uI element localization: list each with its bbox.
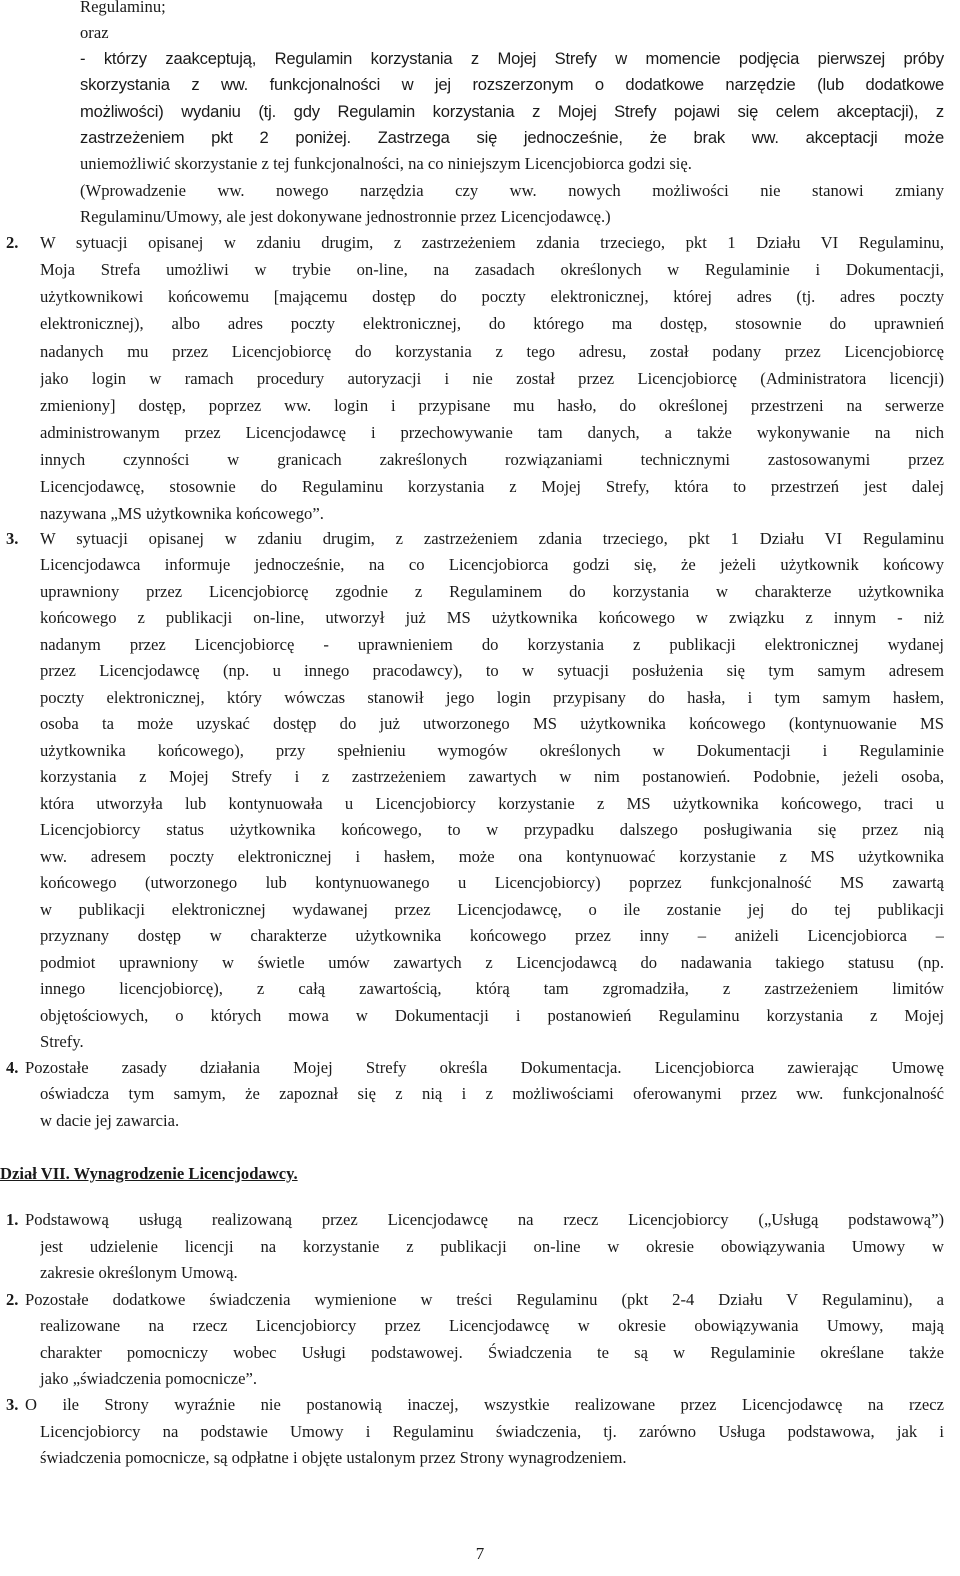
point-line: przyznany dostęp w charakterze użytkownika końcowego przez inny – aniżeli Licencjobiorca – — [40, 926, 944, 945]
point-line: elektronicznej), albo adres poczty elektronicznej, do którego ma dostęp, stosownie do uprawnień — [40, 314, 944, 333]
point-line: świadczenia pomocnicze, są odpłatne i objęte ustalonym przez Strony wynagrodzeniem. — [40, 1448, 627, 1467]
intro-line: zastrzeżeniem pkt 2 poniżej. Zastrzega się jednocześnie, że brak ww. akceptacji może — [80, 128, 944, 147]
point-line: Pozostałe dodatkowe świadczenia wymienione w treści Regulaminu (pkt 2-4 Działu V Regulaminu), a — [25, 1290, 944, 1309]
point-number: 2. — [6, 233, 19, 252]
point-line: użytkownikowi końcowemu [mającemu dostęp do poczty elektronicznej, której adres (tj. adres poczty — [40, 287, 944, 306]
point-line: przez Licencjodawcę (np. u innego pracodawcy), to w sytuacji posłużenia się tym samym adresem — [40, 661, 944, 680]
point-line: która utworzyła lub kontynuowała u Licencjobiorcy korzystanie z MS użytkownika końcowego, traci u — [40, 794, 944, 813]
point-line: uprawniony przez Licencjobiorcę zgodnie z Regulaminem do korzystania w charakterze użytkownika — [40, 582, 944, 601]
point-line: Pozostałe zasady działania Mojej Strefy określa Dokumentacja. Licencjobiorca zawierając Umowę — [25, 1058, 944, 1077]
point-line: końcowego z publikacji on-line, utworzył już MS użytkownika końcowego w związku z innym - niż — [40, 608, 944, 627]
point-line: objętościowych, o których mowa w Dokumentacji i postanowień Regulaminu korzystania z Mojej — [40, 1006, 944, 1025]
point-number: 2. — [6, 1290, 19, 1309]
point-line: jako login w ramach procedury autoryzacji i nie został przez Licencjobiorcę (Administratora licencji) — [40, 369, 944, 388]
point-line: użytkownika końcowego), przy spełnieniu wymogów określonych w Dokumentacji i Regulaminie — [40, 741, 944, 760]
point-line: Licencjobiorcy status użytkownika końcowego, to w przypadku dalszego posługiwania się przez nią — [40, 820, 944, 839]
intro-line: Regulaminu; — [80, 0, 166, 16]
point-line: Licencjobiorcy na podstawie Umowy i Regulaminu świadczenia, tj. zarówno Usługa podstawowa, jak i — [40, 1422, 944, 1441]
point-line: Podstawową usługą realizowaną przez Licencjodawcę na rzecz Licencjobiorcy („Usługą podstawową”) — [25, 1210, 944, 1229]
point-line: osoba ta może uzyskać dostęp do już utworzonego MS użytkownika końcowego (kontynuowanie MS — [40, 714, 944, 733]
intro-line: uniemożliwić skorzystanie z tej funkcjonalności, na co niniejszym Licencjobiorca godzi się. — [80, 154, 692, 173]
point-line: korzystania z Mojej Strefy i z zastrzeżeniem zawartych w nim postanowień. Podobnie, jeżeli osoba, — [40, 767, 944, 786]
point-line: W sytuacji opisanej w zdaniu drugim, z zastrzeżeniem zdania trzeciego, pkt 1 Działu VI Regulaminu, — [40, 233, 944, 252]
point-line: podmiot uprawniony w świetle umów zawartych z Licencjodawcą do nadawania takiego statusu (np. — [40, 953, 944, 972]
point-line: nadanym przez Licencjobiorcę - uprawnieniem do korzystania z publikacji elektronicznej wydanej — [40, 635, 944, 654]
point-line: ww. adresem poczty elektronicznej i hasłem, może ona kontynuować korzystanie z MS użytkownika — [40, 847, 944, 866]
point-line: jest udzielenie licencji na korzystanie z publikacji on-line w okresie obowiązywania Umowy w — [40, 1237, 944, 1256]
point-line: w dacie jej zawarcia. — [40, 1111, 180, 1130]
point-line: zmieniony] dostęp, poprzez ww. login i przypisane mu hasło, do określonej przestrzeni na serwerze — [40, 396, 944, 415]
section-heading: Dział VII. Wynagrodzenie Licencjodawcy. — [0, 1164, 298, 1183]
point-line: charakter pomocniczy wobec Usługi podstawowej. Świadczenia te są w Regulaminie określane także — [40, 1343, 944, 1362]
point-line: realizowane na rzecz Licencjobiorcy przez Licencjodawcę w okresie obowiązywania Umowy, mają — [40, 1316, 944, 1335]
point-line: administrowanym przez Licencjodawcę i przechowywanie tam danych, a także wykonywanie na nich — [40, 423, 944, 442]
point-number: 3. — [6, 529, 19, 548]
intro-line: skorzystania z ww. funkcjonalności w jej rozszerzonym o dodatkowe narzędzie (lub dodatkowe — [80, 75, 944, 94]
intro-line: (Wprowadzenie ww. nowego narzędzia czy ww. nowych możliwości nie stanowi zmiany — [80, 181, 944, 200]
point-line: Moja Strefa umożliwi w trybie on-line, na zasadach określonych w Regulaminie i Dokumentacji, — [40, 260, 944, 279]
point-line: W sytuacji opisanej w zdaniu drugim, z zastrzeżeniem zdania trzeciego, pkt 1 Działu VI Regulaminu — [40, 529, 944, 548]
point-line: Licencjodawca informuje jednocześnie, na co Licencjobiorca godzi się, że jeżeli użytkownik końcowy — [40, 555, 944, 574]
point-line: w publikacji elektronicznej wydawanej przez Licencjodawcę, o ile zostanie jej do tej publikacji — [40, 900, 944, 919]
point-line: Licencjodawcę, stosownie do Regulaminu korzystania z Mojej Strefy, która to przestrzeń jest dalej — [40, 477, 944, 496]
intro-line: możliwości) wydaniu (tj. gdy Regulamin korzystania z Mojej Strefy pojawi się celem akceptacji), z — [80, 102, 944, 121]
point-line: nazywana „MS użytkownika końcowego”. — [40, 504, 324, 523]
point-line: jako „świadczenia pomocnicze”. — [40, 1369, 257, 1388]
point-line: zakresie określonym Umową. — [40, 1263, 238, 1282]
intro-line: oraz — [80, 23, 109, 42]
point-number: 1. — [6, 1210, 19, 1229]
point-line: nadanych mu przez Licencjobiorcę do korzystania z tego adresu, został podany przez Licencjobiorcę — [40, 342, 944, 361]
point-line: poczty elektronicznej, który wówczas stanowił jego login przypisany do hasła, i tym samym hasłem, — [40, 688, 944, 707]
point-line: innego licencjobiorcę), z całą zawartością, którą tam zgromadziła, z zastrzeżeniem limitów — [40, 979, 944, 998]
point-line: innych czynności w granicach zakreślonych rozwiązaniami technicznymi zastosowanymi przez — [40, 450, 944, 469]
point-line: końcowego (utworzonego lub kontynuowanego u Licencjobiorcy) poprzez funkcjonalność MS zawartą — [40, 873, 944, 892]
point-line: O ile Strony wyraźnie nie postanowią inaczej, wszystkie realizowane przez Licencjodawcę na rzecz — [25, 1395, 944, 1414]
point-number: 4. — [6, 1058, 19, 1077]
intro-line: - którzy zaakceptują, Regulamin korzystania z Mojej Strefy w momencie podjęcia pierwszej próby — [80, 49, 944, 68]
point-number: 3. — [6, 1395, 19, 1414]
point-line: oświadcza tym samym, że zapoznał się z nią i z możliwościami oferowanymi przez ww. funkcjonalność — [40, 1084, 944, 1103]
point-line: Strefy. — [40, 1032, 84, 1051]
page-number: 7 — [475, 1544, 485, 1563]
intro-line: Regulaminu/Umowy, ale jest dokonywane jednostronnie przez Licencjodawcę.) — [80, 207, 611, 226]
